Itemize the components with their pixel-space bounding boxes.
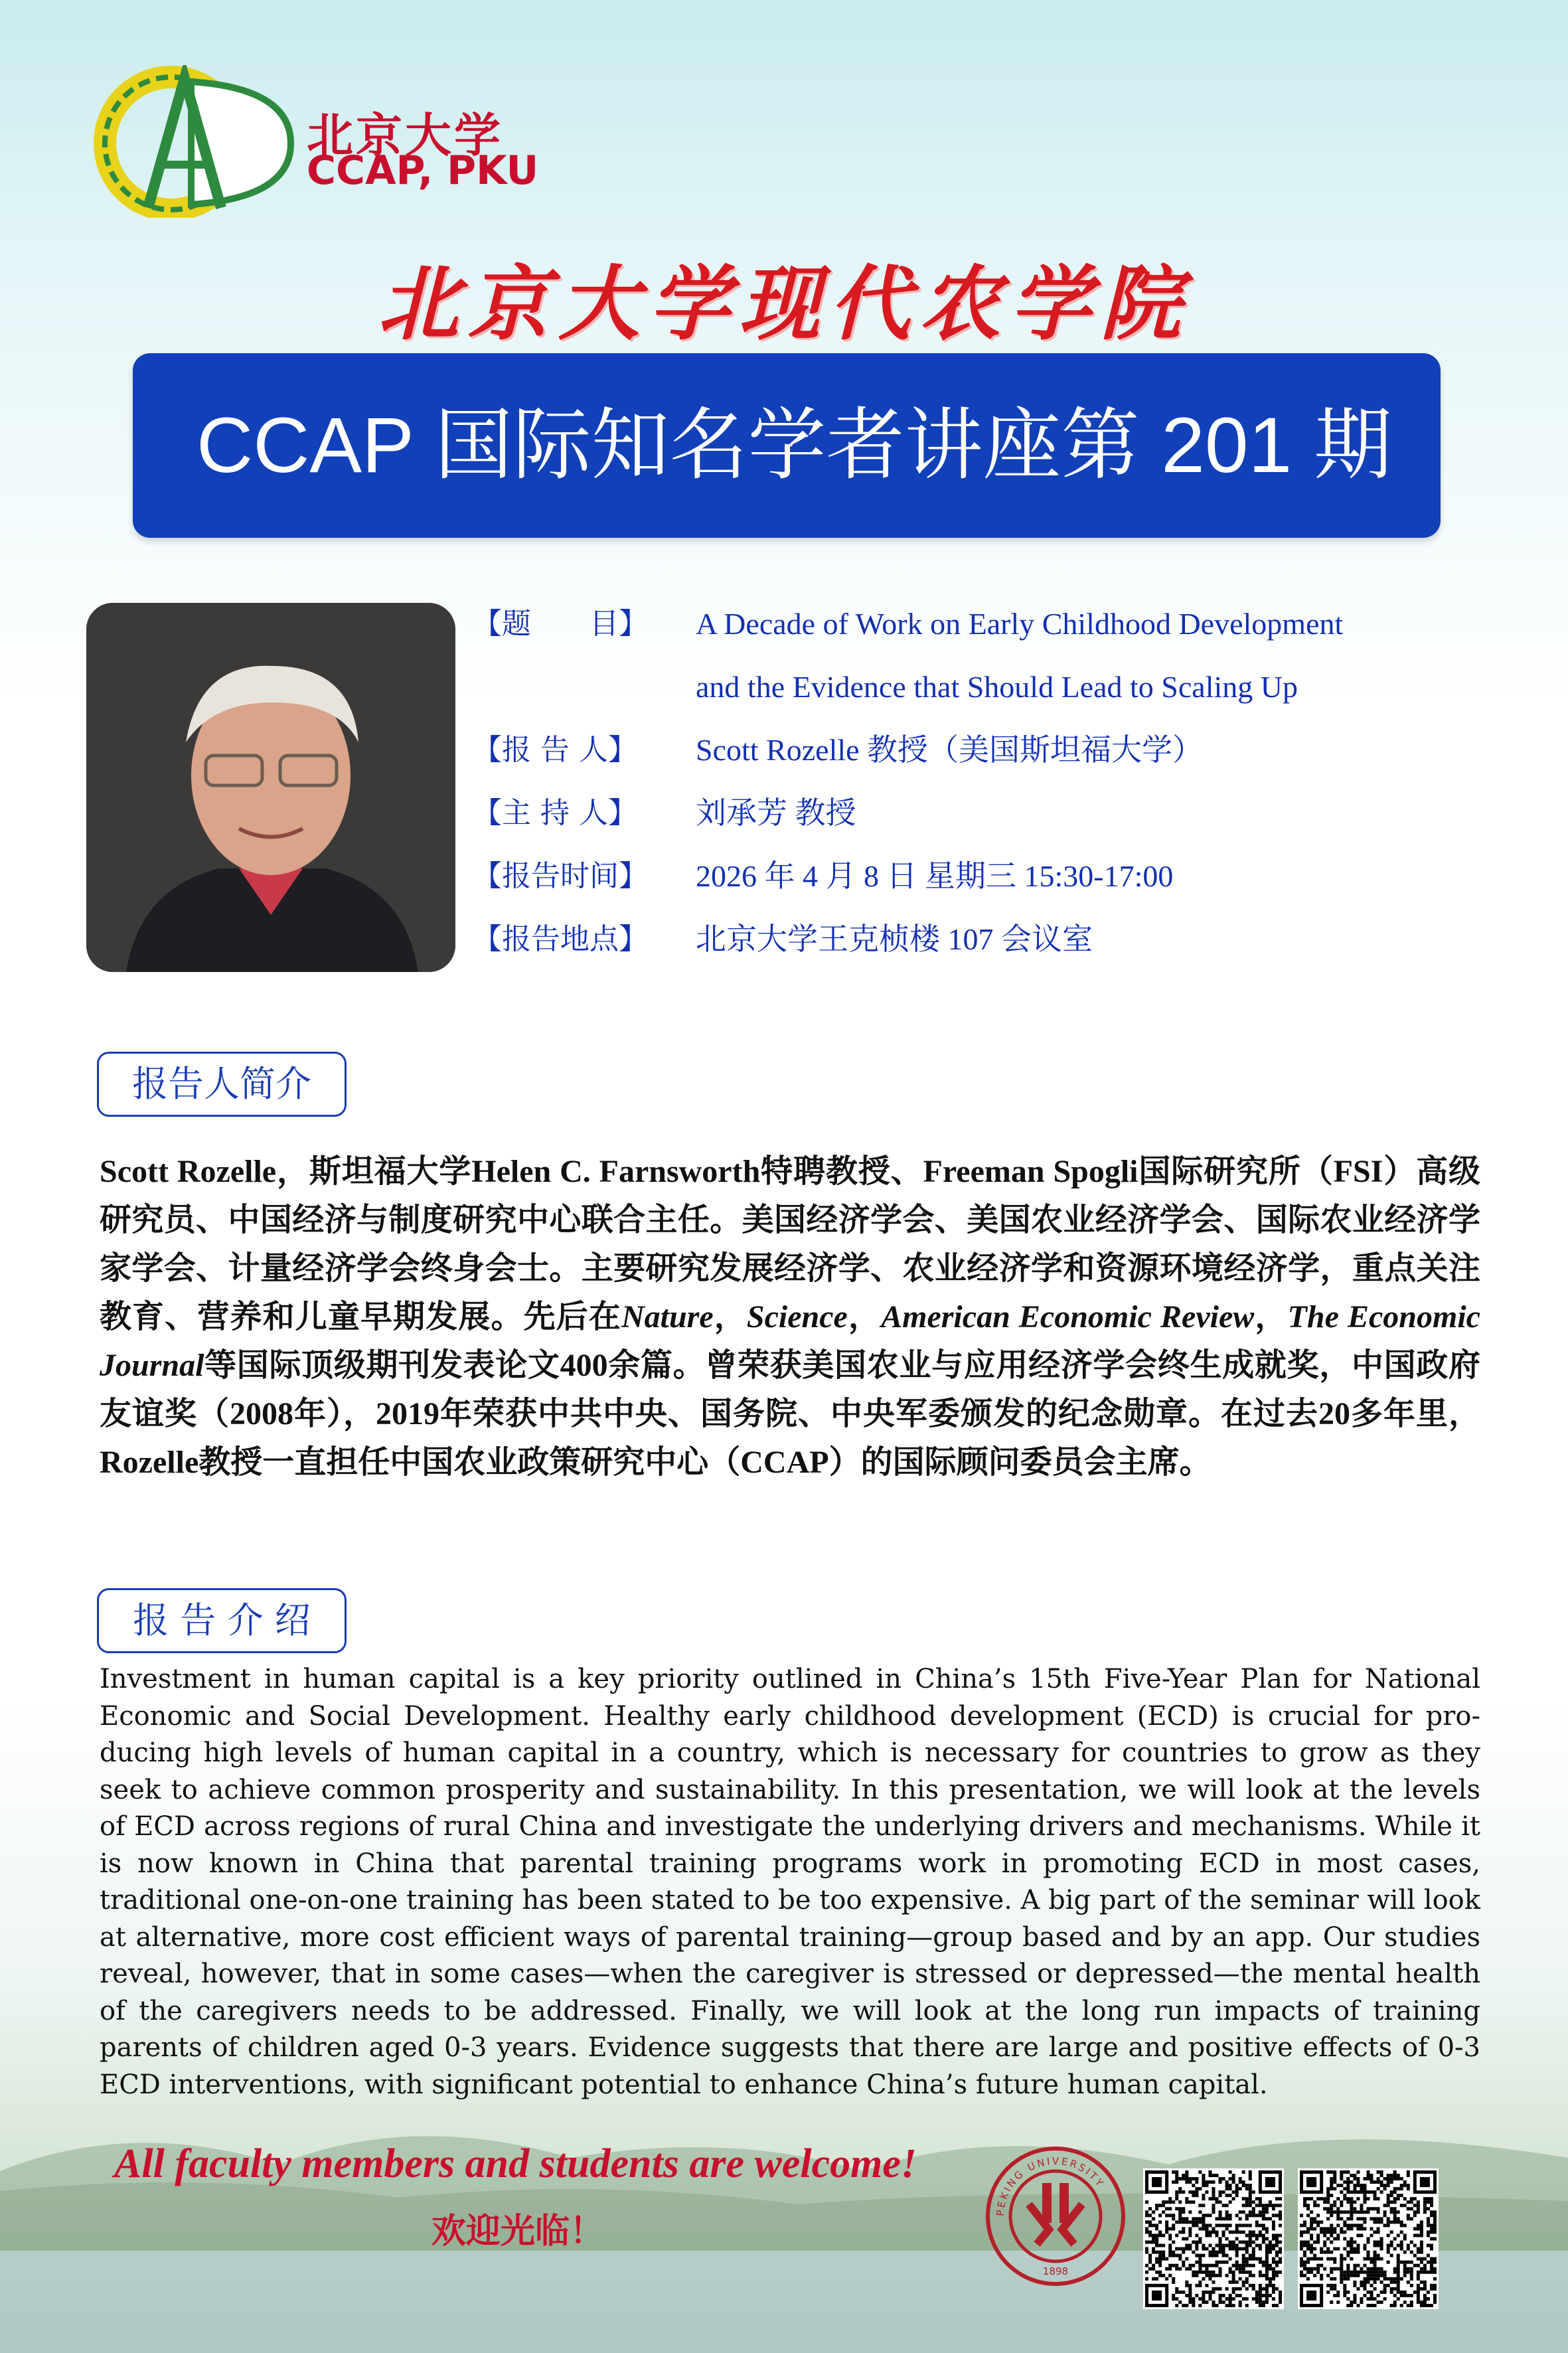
- svg-text:PEKING UNIVERSITY: PEKING UNIVERSITY: [994, 2154, 1107, 2217]
- banner-title: CCAP 国际知名学者讲座第 201 期: [196, 402, 1392, 489]
- peking-university-seal-icon: [984, 2145, 1127, 2288]
- logo-text-english: CCAP, PKU: [307, 147, 539, 194]
- bio-text: ，: [713, 1299, 747, 1335]
- talk-abstract: Investment in human capital is a key priority outlined in China’s 15th Five-Year Plan for National Economic and Social Development. Healthy early childhood development (ECD) is crucial for producing high levels of human capital in a country, which is necessary for countries to grow as they seek to achieve common prosperity and sustainability. In this presentation, we will look at the levels of ECD across regions of rural China and investigate the underlying drivers and mechanisms. While it is now known in China that parental training programs work in promoting ECD in most cases, traditional one-on-one training has been stated to be too expensive. A big part of the seminar will look at alternative, more cost efficient ways of parental training—group based and by an app. Our studies reveal, however, that in some cases—when the caregiver is stressed or depressed—the mental health of the caregivers needs to be addressed. Finally, we will look at the long run impacts of training parents of children aged 0-3 years. Evidence suggests that there are large and positive effects of 0-3 ECD interventions, with significant potential to enhance China’s future human capital.: [100, 1664, 1480, 2100]
- info-label: 【报告时间】: [473, 859, 648, 893]
- bio-text: 等国际顶级期刊发表论文400余篇。曾荣获美国农业与应用经济学会终生成就奖，中国政府友谊奖（2008年），2019年荣获中共中央、国务院、中央军委颁发的纪念勋章。在过去20多年里，Rozelle教授一直担任中国农业政策研究中心（CCAP）的国际顾问委员会主席。: [100, 1348, 1480, 1480]
- info-label: 【题 目】: [473, 607, 648, 641]
- speaker-portrait-icon: [86, 603, 455, 972]
- section-title-bio: 报告人简介: [97, 1052, 347, 1117]
- info-value: A Decade of Work on Early Childhood Development: [696, 607, 1344, 641]
- info-value: Scott Rozelle 教授（美国斯坦福大学）: [696, 733, 1204, 767]
- qr-code-icon: [1298, 2168, 1439, 2309]
- speaker-photo: [86, 603, 455, 972]
- journal-name: Science: [746, 1299, 848, 1335]
- journal-name: Nature: [621, 1299, 714, 1335]
- info-value: 刘承芳 教授: [696, 796, 856, 830]
- section-title-abstract: 报 告 介 绍: [97, 1588, 347, 1653]
- ccap-logo-icon: [92, 65, 311, 218]
- bio-text: ，: [847, 1299, 882, 1335]
- info-label: 【报告地点】: [473, 922, 648, 956]
- welcome-english: All faculty members and students are welcome!: [114, 2141, 917, 2186]
- info-value: 2026 年 4 月 8 日 星期三 15:30-17:00: [696, 859, 1174, 893]
- info-label: 【主 持 人】: [473, 796, 637, 830]
- qr-code-icon: [1143, 2168, 1284, 2309]
- welcome-chinese: 欢迎光临！: [431, 2211, 605, 2251]
- info-label: 【报 告 人】: [473, 733, 637, 767]
- school-name: 北京大学现代农学院: [378, 256, 1190, 351]
- info-value: 北京大学王克桢楼 107 会议室: [696, 922, 1093, 956]
- info-value: and the Evidence that Should Lead to Scaling Up: [696, 670, 1298, 704]
- bio-text: Scott Rozelle，斯坦福大学Helen C. Farnsworth特聘教授、Freeman Spogli国际研究所（FSI）高级研究员、中国经济与制度研究中心联合主任。美国经济学会、美国农业经济学会、国际农业经济学家学会、计量经济学会终身会士。主要研究发展经济学、农业经济学和资源环境经济学，重点关注教育、营养和儿童早期发展。先后在: [100, 1154, 1480, 1335]
- bio-text: ，: [1254, 1299, 1288, 1335]
- svg-text:1898: 1898: [1042, 2265, 1069, 2277]
- journal-name: American Economic Review: [881, 1299, 1255, 1335]
- speaker-bio: [100, 1147, 1480, 1487]
- logo-text-chinese: 北京大学: [307, 108, 503, 163]
- journal-name: The Economic Journal: [100, 1299, 1480, 1383]
- title-banner: [133, 353, 1441, 538]
